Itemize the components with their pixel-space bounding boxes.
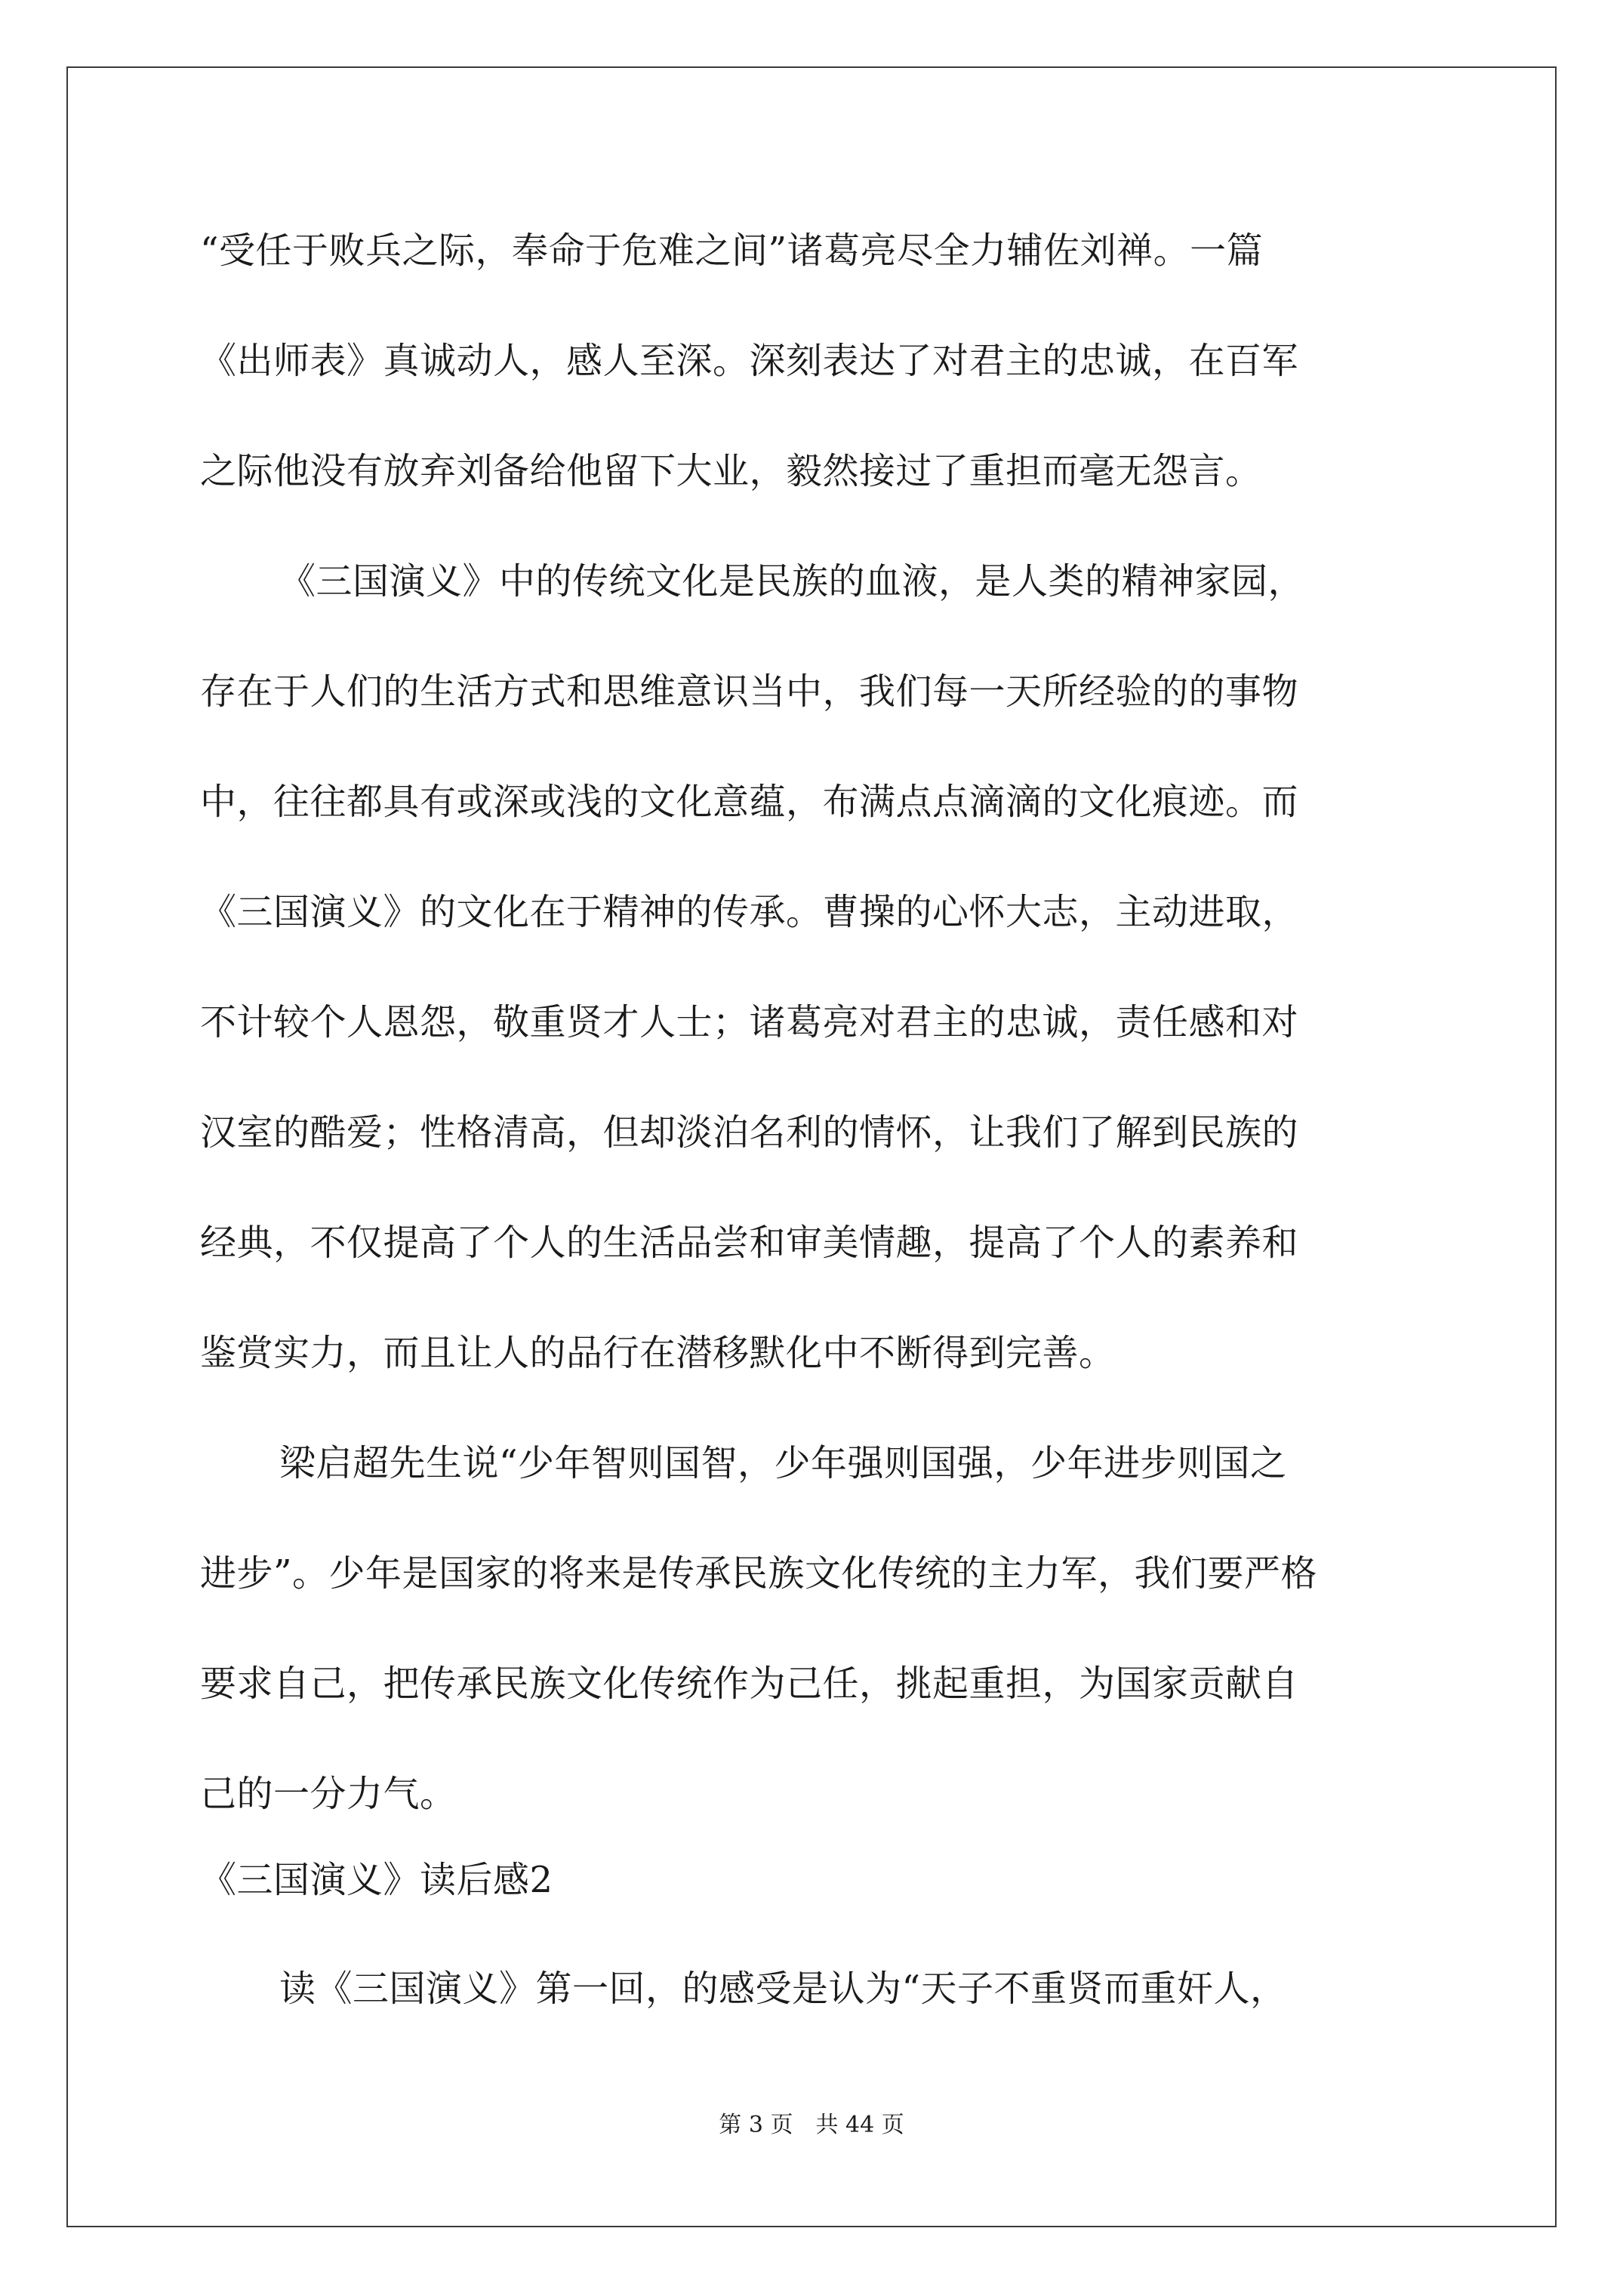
text-line: 要求自己，把传承民族文化传统作为己任，挑起重担，为国家贡献自 — [200, 1663, 1299, 1705]
text-line: 《三国演义》中的传统文化是民族的血液，是人类的精神家园， — [279, 560, 1305, 603]
page-total: 共 44 页 — [815, 2112, 904, 2138]
text-line: 存在于人们的生活方式和思维意识当中，我们每一天所经验的的事物 — [200, 670, 1299, 713]
page-footer — [0, 2110, 1623, 2140]
text-line: 进步”。少年是国家的将来是传承民族文化传统的主力军，我们要严格 — [200, 1552, 1318, 1595]
text-line: 梁启超先生说“少年智则国智，少年强则国强，少年进步则国之 — [279, 1442, 1287, 1484]
text-line: 《三国演义》的文化在于精神的传承。曹操的心怀大志，主动进取， — [200, 891, 1299, 933]
text-line: 读《三国演义》第一回，的感受是认为“天子不重贤而重奸人， — [279, 1968, 1287, 2010]
text-line: 鉴赏实力，而且让人的品行在潜移默化中不断得到完善。 — [200, 1332, 1116, 1374]
text-line: 之际他没有放弃刘备给他留下大业，毅然接过了重担而毫无怨言。 — [200, 450, 1262, 492]
section-heading: 《三国演义》读后感2 — [200, 1859, 553, 1901]
text-line: 不计较个人恩怨，敬重贤才人士；诸葛亮对君主的忠诚，责任感和对 — [200, 1001, 1299, 1043]
text-line: 《出师表》真诚动人，感人至深。深刻表达了对君主的忠诚，在百军 — [200, 340, 1299, 382]
text-line: 中，往往都具有或深或浅的文化意蕴，布满点点滴滴的文化痕迹。而 — [200, 781, 1299, 823]
text-line: “受任于败兵之际，奉命于危难之间”诸葛亮尽全力辅佐刘禅。一篇 — [200, 230, 1264, 272]
text-line: 汉室的酷爱；性格清高，但却淡泊名利的情怀，让我们了解到民族的 — [200, 1111, 1299, 1154]
text-line: 经典，不仅提高了个人的生活品尝和审美情趣，提高了个人的素养和 — [200, 1222, 1299, 1264]
page-number: 第 3 页 — [719, 2112, 793, 2138]
text-line: 己的一分力气。 — [200, 1773, 457, 1815]
